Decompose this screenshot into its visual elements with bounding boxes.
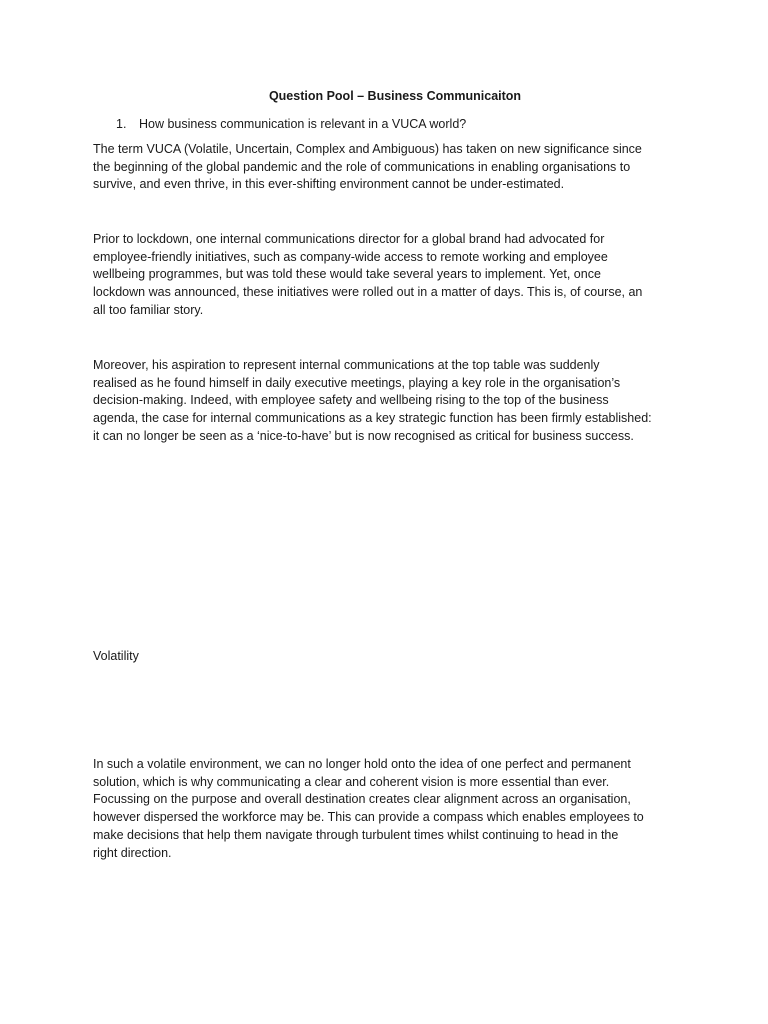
section-heading-volatility: Volatility	[93, 649, 139, 663]
paragraph-line: In such a volatile environment, we can no longer hold onto the idea of one perfect and permanent	[93, 757, 631, 771]
paragraph-line: survive, and even thrive, in this ever-shifting environment cannot be under-estimated.	[93, 177, 565, 192]
paragraph-line: right direction.	[93, 845, 172, 860]
paragraph-line: wellbeing programmes, but was told these would take several years to implement. Yet, once	[93, 267, 601, 282]
paragraph-line: Moreover, his aspiration to represent internal communications at the top table was suddenly	[93, 358, 600, 372]
paragraph-line: however dispersed the workforce may be. This can provide a compass which enables employees to	[93, 810, 644, 825]
paragraph-line: all too familiar story.	[93, 302, 204, 317]
paragraph-line: agenda, the case for internal communications as a key strategic function has been firmly established:	[93, 411, 652, 426]
paragraph-line: the beginning of the global pandemic and the role of communications in enabling organisations to	[93, 159, 631, 174]
paragraph-vuca-intro	[93, 141, 673, 194]
paragraph-line: The term VUCA (Volatile, Uncertain, Complex and Ambiguous) has taken on new significance since	[93, 142, 642, 156]
question-item	[116, 115, 466, 133]
paragraph-line: decision-making. Indeed, with employee safety and wellbeing rising to the top of the business	[93, 393, 609, 408]
document-title: Question Pool – Business Communicaiton	[268, 89, 522, 103]
paragraph-lockdown	[93, 231, 673, 320]
question-text: How business communication is relevant in a VUCA world?	[139, 117, 467, 131]
paragraph-volatile-environment	[93, 756, 673, 862]
paragraph-line: solution, which is why communicating a clear and coherent vision is more essential than ever.	[93, 774, 610, 789]
paragraph-line: lockdown was announced, these initiatives were rolled out in a matter of days. This is, of course, an	[93, 285, 643, 300]
paragraph-line: Focussing on the purpose and overall destination creates clear alignment across an organisation,	[93, 792, 631, 807]
paragraph-line: employee-friendly initiatives, such as company-wide access to remote working and employee	[93, 249, 608, 264]
paragraph-line: it can no longer be seen as a ‘nice-to-have’ but is now recognised as critical for business success.	[93, 428, 634, 443]
paragraph-line: Prior to lockdown, one internal communications director for a global brand had advocated for	[93, 232, 605, 246]
paragraph-line: make decisions that help them navigate through turbulent times whilst continuing to head in the	[93, 827, 619, 842]
paragraph-top-table	[93, 357, 673, 446]
paragraph-line: realised as he found himself in daily executive meetings, playing a key role in the organisation’s	[93, 375, 621, 390]
question-number: 1.	[116, 117, 127, 131]
